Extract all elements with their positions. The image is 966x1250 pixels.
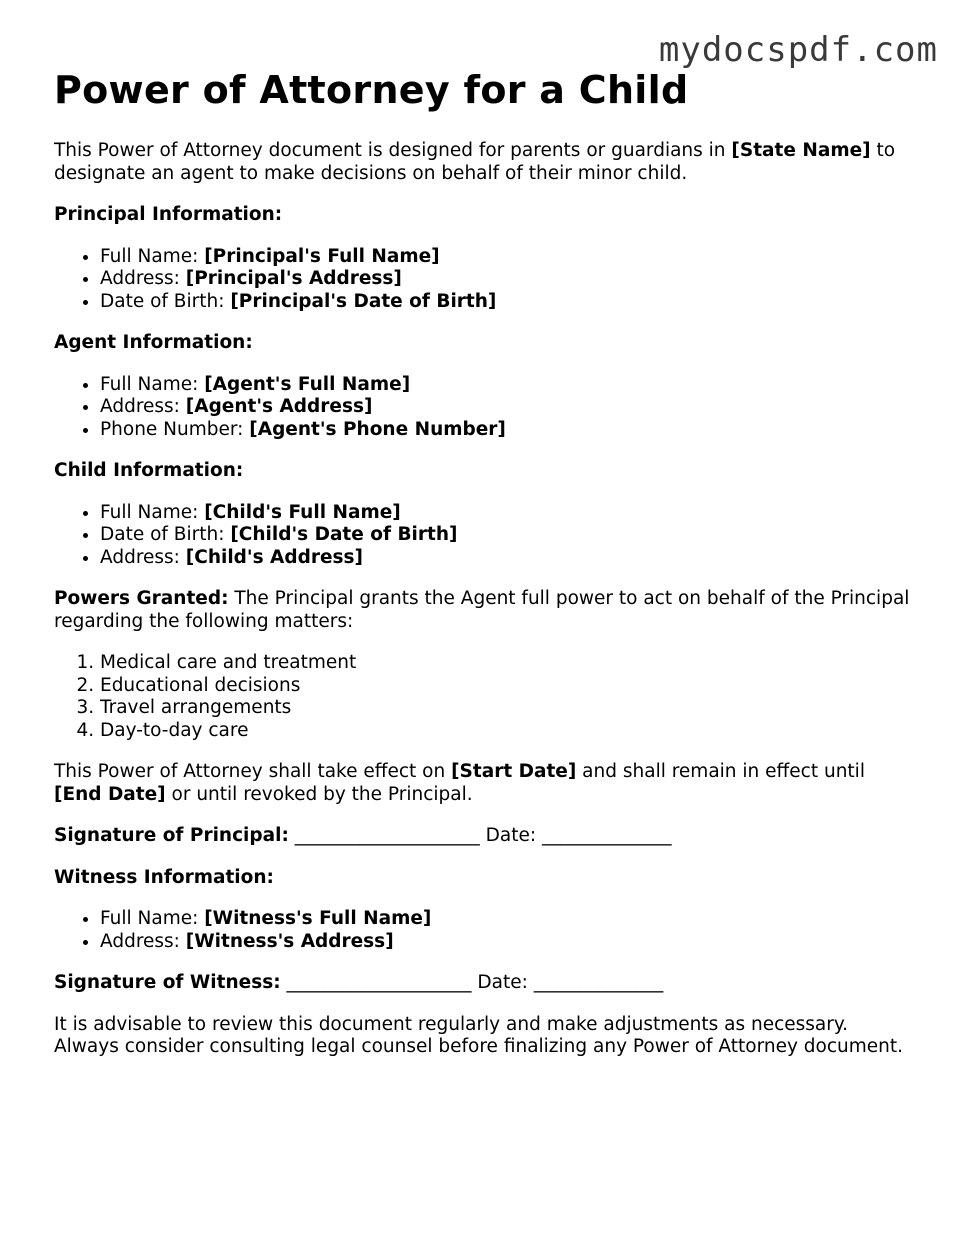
list-item: • Address: [Child's Address] bbox=[100, 547, 914, 570]
witness-heading: Witness Information: bbox=[54, 866, 274, 888]
state-placeholder: [State Name] bbox=[731, 140, 871, 161]
list-item: 3. Travel arrangements bbox=[100, 697, 914, 720]
list-item: • Date of Birth: [Child's Date of Birth] bbox=[100, 524, 914, 547]
intro-paragraph: This Power of Attorney document is designed for parents or guardians in [State Name] to designate an agent to make decisions on behalf of their minor child. bbox=[54, 140, 896, 184]
list-item: • Address: [Principal's Address] bbox=[100, 268, 914, 291]
list-item: • Phone Number: [Agent's Phone Number] bbox=[100, 419, 914, 442]
end-date-placeholder: [End Date] bbox=[54, 783, 166, 805]
powers-heading: Powers Granted: bbox=[54, 588, 229, 609]
document-title: Power of Attorney for a Child bbox=[54, 68, 689, 112]
powers-list bbox=[54, 652, 914, 742]
list-item: • Full Name: [Witness's Full Name] bbox=[100, 908, 914, 931]
agent-list bbox=[54, 374, 914, 442]
witness-list bbox=[54, 908, 914, 953]
list-item: • Full Name: [Agent's Full Name] bbox=[100, 374, 914, 397]
principal-signature-label: Signature of Principal: bbox=[54, 825, 289, 846]
witness-signature-label: Signature of Witness: bbox=[54, 972, 281, 993]
document-page bbox=[54, 62, 914, 1059]
witness-signature-line: Signature of Witness: ____________________ Date: ______________ bbox=[54, 972, 664, 993]
principal-signature-field[interactable]: ____________________ bbox=[288, 825, 486, 846]
principal-date-field[interactable]: ______________ bbox=[541, 825, 672, 846]
child-heading: Child Information: bbox=[54, 460, 244, 481]
list-item: • Address: [Witness's Address] bbox=[100, 931, 914, 954]
list-item: 4. Day-to-day care bbox=[100, 720, 914, 743]
list-item: • Full Name: [Child's Full Name] bbox=[100, 502, 914, 525]
list-item: • Date of Birth: [Principal's Date of Birth] bbox=[100, 291, 914, 314]
child-list bbox=[54, 502, 914, 570]
principal-signature-line: Signature of Principal: ____________________ Date: ______________ bbox=[54, 825, 672, 846]
witness-signature-field[interactable]: ____________________ bbox=[280, 972, 478, 993]
agent-heading: Agent Information: bbox=[54, 332, 253, 353]
witness-date-field[interactable]: ______________ bbox=[533, 972, 664, 993]
start-date-placeholder: [Start Date] bbox=[451, 761, 577, 782]
watermark-text: mydocspdf.com bbox=[658, 30, 938, 70]
principal-heading: Principal Information: bbox=[54, 204, 283, 225]
list-item: 1. Medical care and treatment bbox=[100, 652, 914, 675]
list-item: • Address: [Agent's Address] bbox=[100, 396, 914, 419]
principal-list bbox=[54, 246, 914, 314]
closing-paragraph: It is advisable to review this document regularly and make adjustments as necessary. Always consider consulting legal counsel before finalizing any Power of Attorney document. bbox=[54, 1013, 904, 1057]
list-item: 2. Educational decisions bbox=[100, 675, 914, 698]
effect-paragraph: This Power of Attorney shall take effect on [Start Date] and shall remain in effect until [End Date] or until revoked by the Principal. bbox=[54, 761, 865, 805]
list-item: • Full Name: [Principal's Full Name] bbox=[100, 246, 914, 269]
powers-paragraph: Powers Granted: The Principal grants the Agent full power to act on behalf of the Principal regarding the following matters: bbox=[54, 588, 910, 632]
